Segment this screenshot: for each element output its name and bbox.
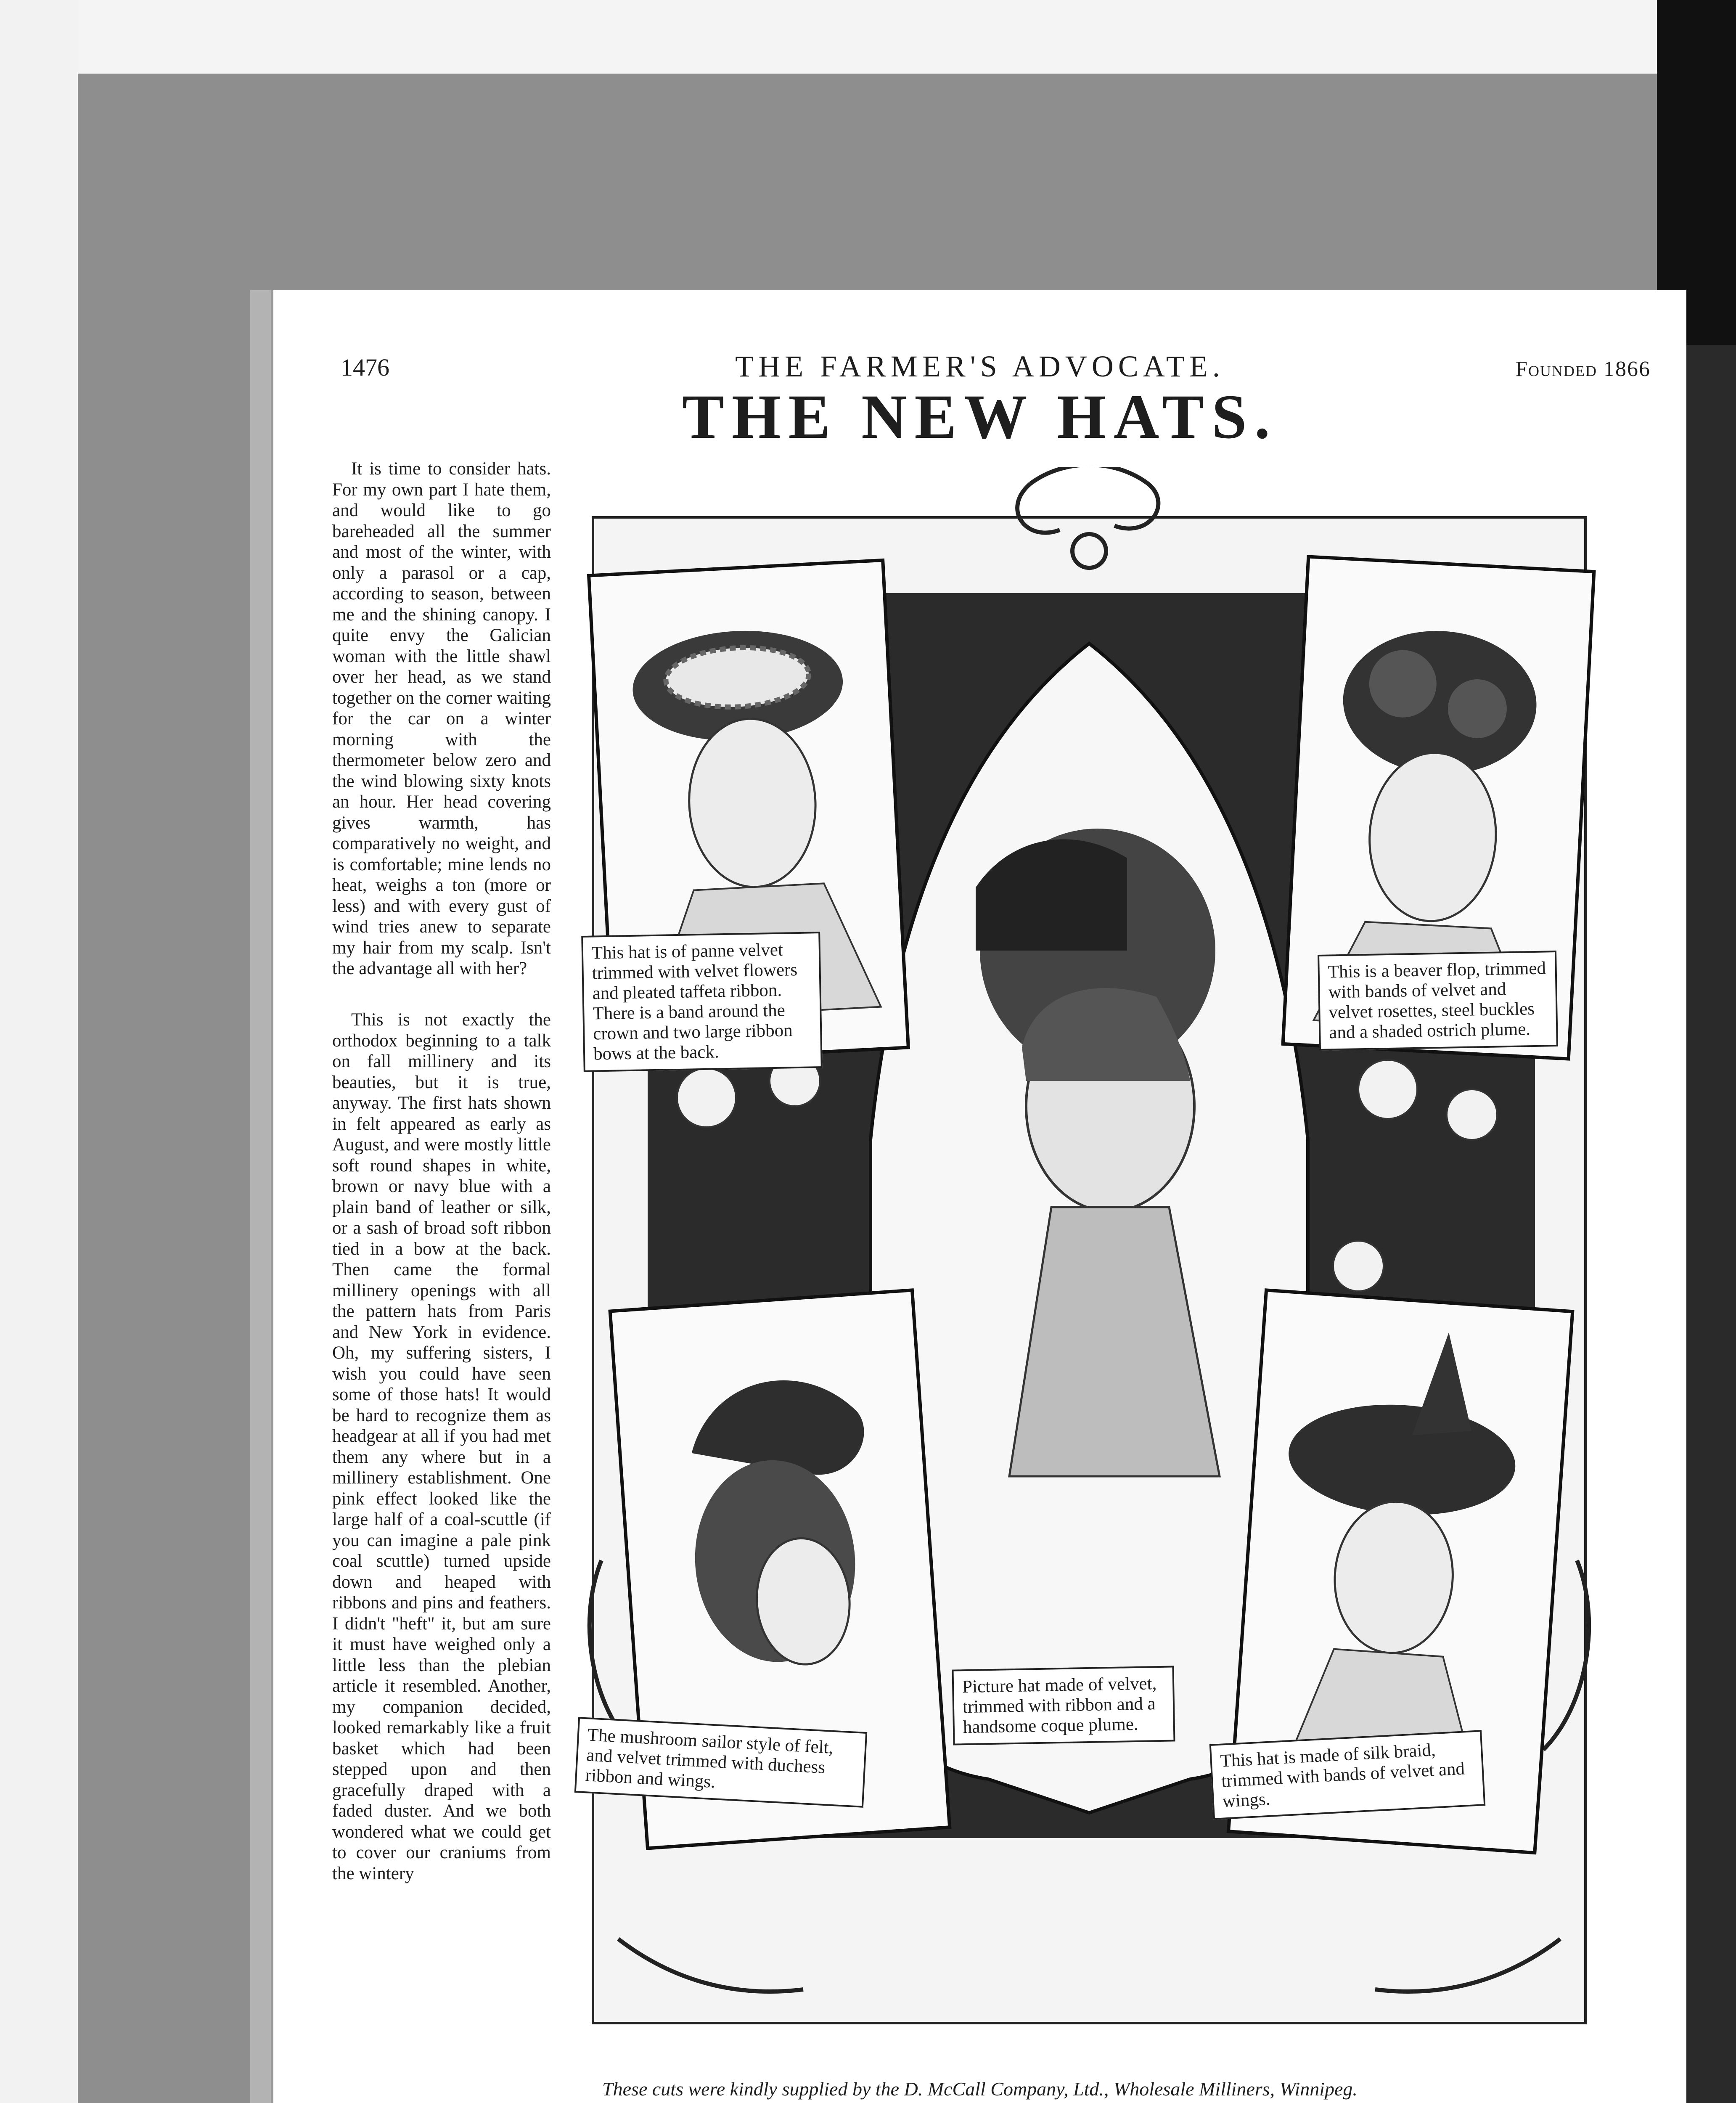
hat-fashion-plate [568,467,1611,2061]
caption-bottom-left: The mushroom sailor style of felt, and velvet trimmed with duchess ribbon and wings. [574,1717,867,1808]
caption-bottom-right: This hat is made of silk braid, trimmed with bands of velvet and wings. [1209,1730,1486,1820]
scan-left-margin [0,0,78,2103]
left-column-paragraph-1: It is time to consider hats. For my own part I hate them, and would like to go bareheaded all the summer and most of the winter, with only a parasol or a cap, according to season, between me and the shining canopy. I quite envy the Galician woman with the little shawl over her head, as we stand together on the corner waiting for the car on a winter morning with the thermometer below zero and the wind blowing sixty knots an hour. Her head covering gives warmth, has comparatively no weight, and is comfortable; mine lends no heat, weighs a ton (more or less) and with every gust of wind tries anew to separate my hair from my scalp. Isn't the advantage all with her? [332,459,551,978]
newspaper-page [273,290,1686,2103]
paper-title: THE FARMER'S ADVOCATE. [735,350,1225,383]
founded-note: Founded 1866 [1515,357,1651,381]
scan-right-bar [1680,345,1736,2103]
left-column-paragraph-2: This is not exactly the orthodox beginning to a talk on fall millinery and its beauties, but it is true, anyway. The first hats shown in felt appeared as early as August, and were mostly little soft round shapes in white, brown or navy blue with a plain band of leather or silk, or a sash of broad soft ribbon tied in a bow at the back. Then came the formal millinery openings with all the pattern hats from Paris and New York in evidence. Oh, my suffering sisters, I wish you could have seen some of those hats! It would be hard to recognize them as headgear at all if you had met them any where but in a millinery establishment. One pink effect looked like the large half of a coal-scuttle (if you can imagine a pale pink coal scuttle) turned upside down and heaped with ribbons and pins and feathers. I didn't "heft" it, but am sure it must have weighed only a little less than the plebian article it resembled. Another, my companion decided, looked remarkably like a fruit basket which had been stepped upon and then gracefully draped with a faded duster. And we both wondered what we could get to cover our craniums from the wintery [332,1010,551,1883]
scan-top-margin [0,0,1736,74]
caption-top-right: This is a beaver flop, trimmed with bands of velvet and velvet rosettes, steel buckles and a shaded ostrich plume. [1318,951,1558,1051]
caption-top-left: This hat is of panne velvet trimmed with velvet flowers and pleated taffeta ribbon. There is a band around the crown and two large ribbon bows at the back. [581,932,823,1072]
article-title: THE NEW HATS. [682,382,1278,452]
illustration-credit: These cuts were kindly supplied by the D. McCall Company, Ltd., Wholesale Milliners, Winnipeg. [602,2078,1358,2100]
caption-center: Picture hat made of velvet, trimmed with ribbon and a handsome coque plume. [952,1666,1175,1745]
page-number: 1476 [341,354,389,381]
